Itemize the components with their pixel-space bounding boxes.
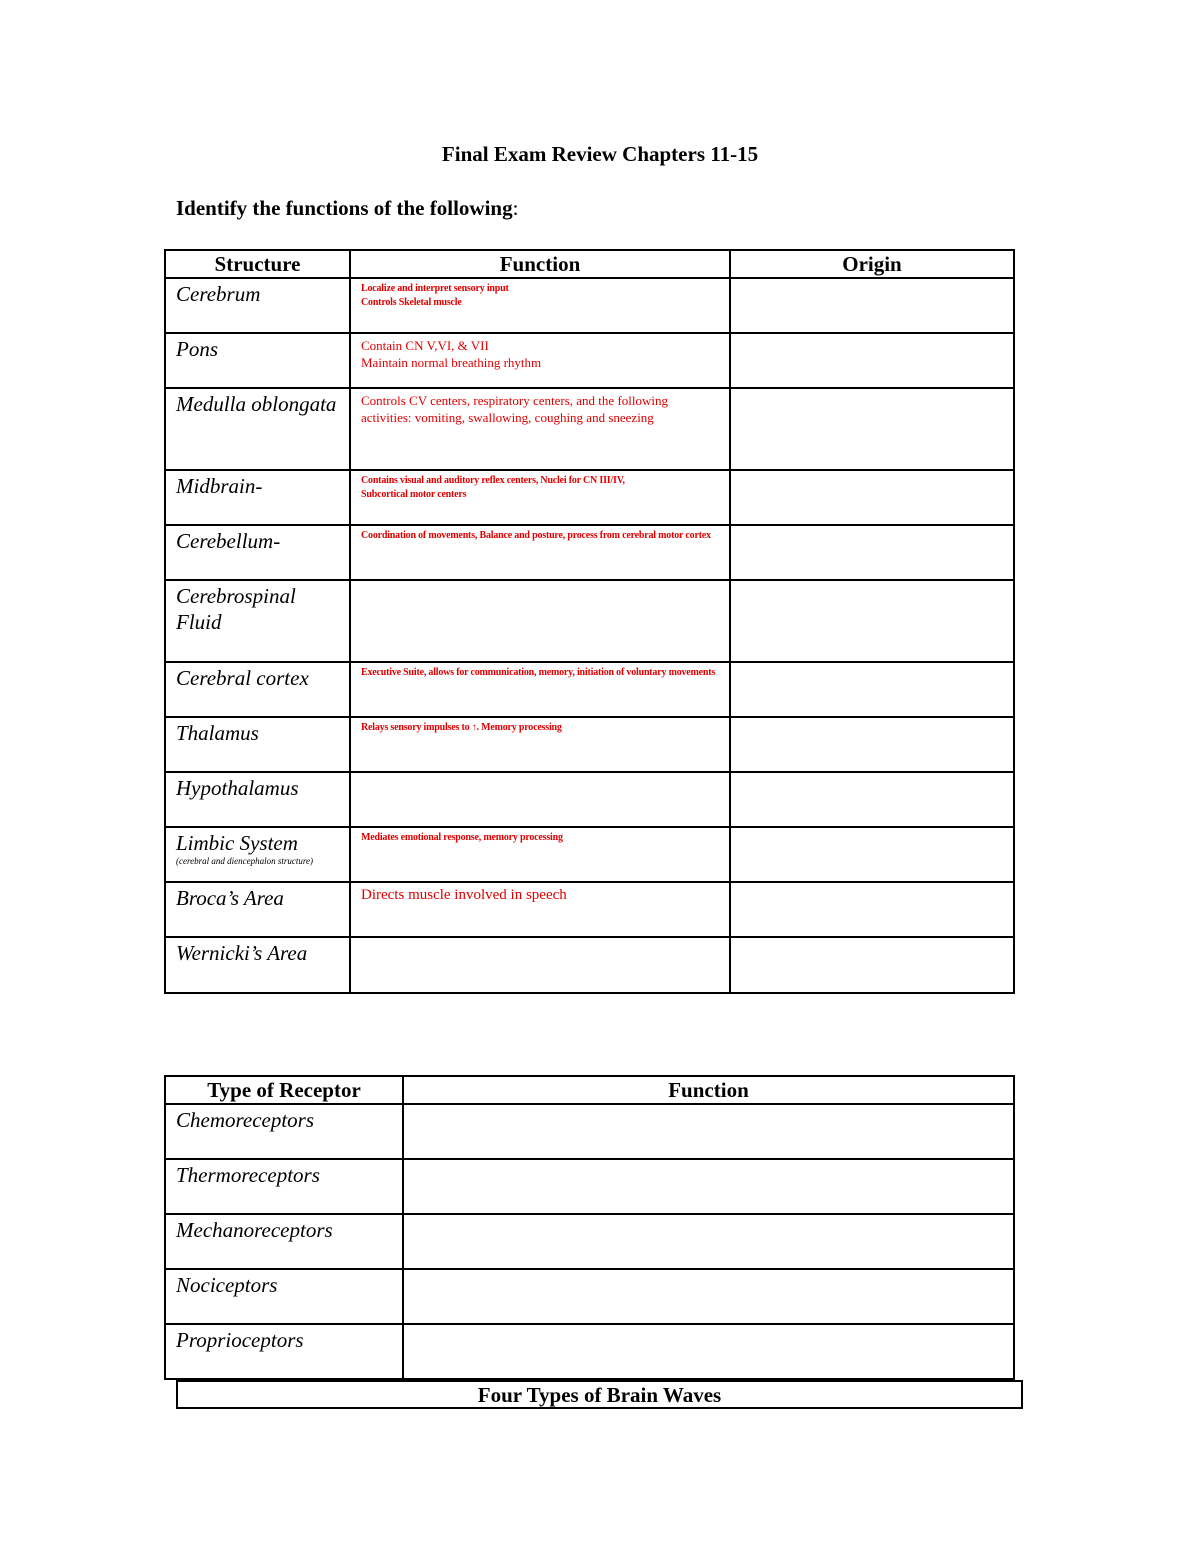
structure-name-cell <box>165 388 350 470</box>
structure-row <box>165 388 1014 470</box>
structure-name: Medulla oblongata <box>176 392 337 416</box>
structure-row <box>165 717 1014 772</box>
origin-cell <box>730 388 1014 470</box>
function-text: Controls Skeletal muscle <box>361 297 462 308</box>
receptor-name: Proprioceptors <box>165 1324 403 1379</box>
structure-name-cell <box>165 662 350 717</box>
instruction-main: Identify the functions of the following <box>176 196 513 220</box>
structure-name-cell <box>165 525 350 580</box>
receptor-table-header <box>165 1076 1014 1104</box>
instruction-text <box>176 196 518 221</box>
header-receptor-type: Type of Receptor <box>165 1076 403 1104</box>
function-cell <box>350 772 730 827</box>
function-text: Mediates emotional response, memory processing <box>361 832 563 843</box>
structure-row <box>165 662 1014 717</box>
function-cell <box>350 827 730 882</box>
receptor-function-cell <box>403 1159 1014 1214</box>
origin-cell <box>730 525 1014 580</box>
receptor-table-body <box>165 1104 1014 1379</box>
structure-name: Cerebellum- <box>176 529 281 553</box>
structure-name-cell <box>165 470 350 525</box>
origin-cell <box>730 470 1014 525</box>
structure-table-body <box>165 278 1014 993</box>
structure-row <box>165 470 1014 525</box>
origin-cell <box>730 278 1014 333</box>
function-cell <box>350 717 730 772</box>
structure-subtitle: (cerebral and diencephalon structure) <box>176 856 314 866</box>
structure-row <box>165 772 1014 827</box>
origin-cell <box>730 772 1014 827</box>
structure-name: Broca’s Area <box>176 886 284 910</box>
instruction-colon: : <box>512 196 519 220</box>
function-text: Contain CN V,VI, & VII <box>361 338 489 353</box>
function-cell <box>350 580 730 662</box>
structure-row <box>165 333 1014 388</box>
origin-cell <box>730 827 1014 882</box>
function-text: Executive Suite, allows for communication, memory, initiation of voluntary movements <box>361 667 716 678</box>
function-text: Controls CV centers, respiratory centers, and the following activities: vomiting, swallowing, coughing and sneezing <box>361 393 668 425</box>
function-cell <box>350 278 730 333</box>
structure-row <box>165 278 1014 333</box>
structure-name: Wernicki’s Area <box>176 941 308 965</box>
receptor-row <box>165 1159 1014 1214</box>
header-receptor-function: Function <box>403 1076 1014 1104</box>
origin-cell <box>730 717 1014 772</box>
receptor-row <box>165 1104 1014 1159</box>
function-text: Subcortical motor centers <box>361 489 467 500</box>
structure-name-cell <box>165 882 350 937</box>
structure-table-header <box>165 250 1014 278</box>
receptor-row <box>165 1269 1014 1324</box>
receptor-function-cell <box>403 1269 1014 1324</box>
structure-name-cell <box>165 278 350 333</box>
structure-row <box>165 525 1014 580</box>
receptor-row <box>165 1214 1014 1269</box>
receptor-table <box>164 1075 1015 1380</box>
receptor-function-cell <box>403 1324 1014 1379</box>
structure-name: Pons <box>176 337 218 361</box>
function-cell <box>350 882 730 937</box>
function-cell <box>350 333 730 388</box>
origin-cell <box>730 333 1014 388</box>
receptor-name: Chemoreceptors <box>165 1104 403 1159</box>
structure-row <box>165 827 1014 882</box>
function-text: Contains visual and auditory reflex centers, Nuclei for CN III/IV, <box>361 475 625 486</box>
origin-cell <box>730 662 1014 717</box>
function-cell <box>350 937 730 993</box>
function-text: Directs muscle involved in speech <box>361 887 567 903</box>
receptor-name: Mechanoreceptors <box>165 1214 403 1269</box>
structure-name-cell <box>165 580 350 662</box>
function-text: Relays sensory impulses to ↑. Memory processing <box>361 722 562 733</box>
structure-name-cell <box>165 772 350 827</box>
function-text: Maintain normal breathing rhythm <box>361 355 542 370</box>
header-structure: Structure <box>165 250 350 278</box>
header-function: Function <box>350 250 730 278</box>
structure-row <box>165 580 1014 662</box>
function-text: Localize and interpret sensory input <box>361 283 509 294</box>
origin-cell <box>730 580 1014 662</box>
structure-name: Cerebrospinal Fluid <box>176 584 296 634</box>
origin-cell <box>730 882 1014 937</box>
receptor-function-cell <box>403 1104 1014 1159</box>
function-cell <box>350 470 730 525</box>
structure-row <box>165 882 1014 937</box>
structure-name-cell <box>165 827 350 882</box>
function-cell <box>350 662 730 717</box>
header-origin: Origin <box>730 250 1014 278</box>
receptor-name: Thermoreceptors <box>165 1159 403 1214</box>
function-cell <box>350 388 730 470</box>
page-title: Final Exam Review Chapters 11-15 <box>441 142 759 166</box>
receptor-row <box>165 1324 1014 1379</box>
structure-name: Limbic System <box>176 831 298 855</box>
receptor-function-cell <box>403 1214 1014 1269</box>
structure-name: Thalamus <box>176 721 259 745</box>
function-text: Coordination of movements, Balance and posture, process from cerebral motor cortex <box>361 530 711 541</box>
structure-name: Cerebral cortex <box>176 666 309 690</box>
structure-name: Cerebrum <box>176 282 261 306</box>
origin-cell <box>730 937 1014 993</box>
structure-row <box>165 937 1014 993</box>
structure-name: Hypothalamus <box>176 776 299 800</box>
structure-name-cell <box>165 717 350 772</box>
structure-table <box>164 249 1015 994</box>
receptor-name: Nociceptors <box>165 1269 403 1324</box>
structure-name-cell <box>165 937 350 993</box>
structure-name: Midbrain- <box>176 474 263 498</box>
structure-name-cell <box>165 333 350 388</box>
function-cell <box>350 525 730 580</box>
brain-waves-header: Four Types of Brain Waves <box>176 1380 1023 1409</box>
